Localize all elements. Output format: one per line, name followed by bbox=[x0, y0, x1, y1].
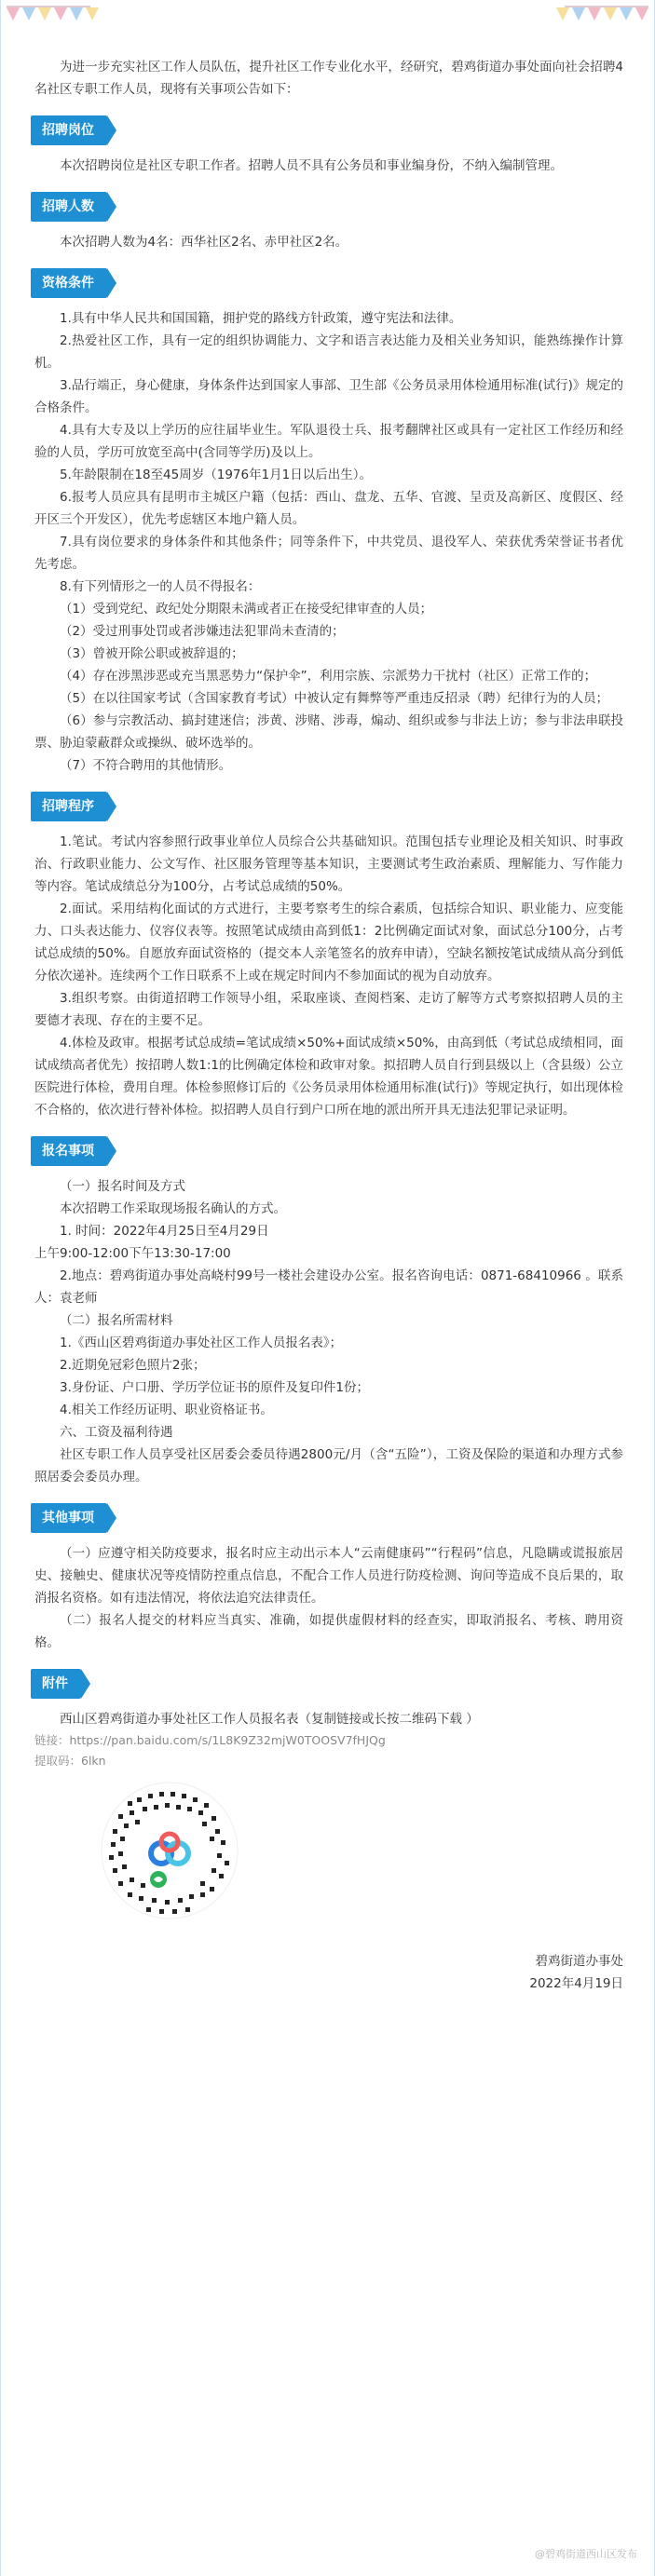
section-heading-count: 招聘人数 bbox=[31, 192, 107, 222]
post-text: 本次招聘岗位是社区专职工作者。招聘人员不具有公务员和事业编身份，不纳入编制管理。 bbox=[60, 158, 563, 173]
article-body bbox=[34, 56, 623, 1995]
excluded-item: （6）参与宗教活动、搞封建迷信；涉黄、涉赌、涉毒，煽动、组织或参与非法上访；参与非法串联投票、胁迫蒙蔽群众或操纵、破坏选举的。 bbox=[34, 713, 623, 751]
excluded-item: （5）在以往国家考试（含国家教育考试）中被认定有舞弊等严重违反招录（聘）纪律行为的人员； bbox=[60, 691, 609, 706]
attachment-link[interactable]: 链接：https://pan.baidu.com/s/1L8K9Z32mjW0TOOSV7fHJQg bbox=[34, 1733, 386, 1747]
signup-time-line1: 1. 时间：2022年4月25日至4月29日 bbox=[60, 1224, 269, 1239]
signup-time-title: （一）报名时间及方式 bbox=[60, 1179, 185, 1194]
excluded-item: （4）存在涉黑涉恶或充当黑恶势力“保护伞”，利用宗族、宗派势力干扰村（社区）正常工作的； bbox=[60, 669, 597, 684]
section-heading-signup: 报名事项 bbox=[31, 1136, 107, 1166]
signature-date: 2022年4月19日 bbox=[529, 1976, 623, 1991]
intro-paragraph: 为进一步充实社区工作人员队伍，提升社区工作专业化水平，经研究，碧鸡街道办事处面向社会招聘4名社区专职工作人员，现将有关事项公告如下： bbox=[34, 60, 623, 97]
qual-item: 3.品行端正，身心健康，身体条件达到国家人事部、卫生部《公务员录用体检通用标准(试行)》规定的合格条件。 bbox=[34, 378, 623, 415]
bunting-right-decoration bbox=[556, 7, 648, 20]
process-item: 3.组织考察。由街道招聘工作领导小组，采取座谈、查阅档案、走访了解等方式考察拟招聘人员的主要德才表现、存在的主要不足。 bbox=[34, 991, 623, 1028]
section-heading-other: 其他事项 bbox=[31, 1503, 107, 1533]
signup-method: 本次招聘工作采取现场报名确认的方式。 bbox=[60, 1201, 286, 1216]
excluded-item: （1）受到党纪、政纪处分期限未满或者正在接受纪律审查的人员； bbox=[60, 602, 433, 617]
section-heading-qualifications: 资格条件 bbox=[31, 268, 107, 298]
material-item: 2.近期免冠彩色照片2张； bbox=[60, 1358, 206, 1373]
signup-time-line2: 上午9:00-12:00下午13:30-17:00 bbox=[34, 1246, 231, 1261]
signature-org: 碧鸡街道办事处 bbox=[535, 1954, 623, 1969]
qual-item: 6.报考人员应具有昆明市主城区户籍（包括：西山、盘龙、五华、官渡、呈贡及高新区、度假区、经开区三个开发区），优先考虑辖区本地户籍人员。 bbox=[34, 490, 623, 527]
materials-title: （二）报名所需材料 bbox=[60, 1313, 173, 1328]
section-heading-post: 招聘岗位 bbox=[31, 115, 107, 145]
qual-item: 4.具有大专及以上学历的应往届毕业生。军队退役士兵、报考翻牌社区或具有一定社区工作经历和经验的人员，学历可放宽至高中(含同等学历)及以上。 bbox=[34, 423, 623, 460]
material-item: 3.身份证、户口册、学历学位证书的原件及复印件1份； bbox=[60, 1380, 369, 1395]
excluded-item: （7）不符合聘用的其他情形。 bbox=[60, 758, 232, 773]
section-heading-attachment: 附件 bbox=[31, 1669, 81, 1699]
signup-location: 2.地点：碧鸡街道办事处高峣村99号一楼社会建设办公室。报名咨询电话：0871-68410966 。联系人：袁老师 bbox=[34, 1268, 623, 1306]
qual-item: 5.年龄限制在18至45周岁（1976年1月1日以后出生）。 bbox=[60, 468, 373, 482]
excluded-item: （2）受过刑事处罚或者涉嫌违法犯罪尚未查清的； bbox=[60, 624, 345, 639]
qual-item: 7.具有岗位要求的身体条件和其他条件；同等条件下，中共党员、退役军人、荣获优秀荣誉证书者优先考虑。 bbox=[34, 535, 623, 572]
process-item: 4.体检及政审。根据考试总成绩=笔试成绩×50%+面试成绩×50%，由高到低（考试总成绩相同，面试成绩高者优先）按招聘人数1:1的比例确定体检和政审对象。拟招聘人员自行到县级以上（含县级）公立医院进行体检，费用自理。体检参照修订后的《公务员录用体检通用标准(试行)》等规定执行，如出现体检不合格的，依次进行替补体检。拟招聘人员自行到户口所在地的派出所开具无违法犯罪记录证明。 bbox=[34, 1036, 623, 1118]
salary-text: 社区专职工作人员享受社区居委会委员待遇2800元/月（含“五险”），工资及保险的渠道和办理方式参照居委会委员办理。 bbox=[34, 1447, 623, 1485]
qr-code-image bbox=[100, 1781, 239, 1920]
other-item: （二）报名人提交的材料应当真实、准确，如提供虚假材料的经查实，即取消报名、考核、聘用资格。 bbox=[34, 1613, 623, 1650]
watermark-text: @碧鸡街道西山区发布 bbox=[535, 2548, 637, 2560]
process-item: 2.面试。采用结构化面试的方式进行，主要考察考生的综合素质，包括综合知识、职业能力、应变能力、口头表达能力、仪容仪表等。按照笔试成绩由高到低1：2比例确定面试对象，面试总分100分，占考试总成绩的50%。自愿放弃面试资格的（提交本人亲笔签名的放弃申请），空缺名额按笔试成绩从高分到低分依次递补。连续两个工作日联系不上或在规定时间内不参加面试的视为自动放弃。 bbox=[34, 902, 623, 983]
process-item: 1.笔试。考试内容参照行政事业单位人员综合公共基础知识。范围包括专业理论及相关知识、时事政治、行政职业能力、公文写作、社区服务管理等基本知识，主要测试考生政治素质、理解能力、写作能力等内容。笔试成绩总分为100分，占考试总成绩的50%。 bbox=[34, 834, 623, 894]
qual-item: 1.具有中华人民共和国国籍，拥护党的路线方针政策，遵守宪法和法律。 bbox=[60, 311, 462, 326]
qual-item: 2.热爱社区工作，具有一定的组织协调能力、文字和语言表达能力及相关业务知识，能熟练操作计算机。 bbox=[34, 333, 623, 371]
count-text: 本次招聘人数为4名：西华社区2名、赤甲社区2名。 bbox=[60, 235, 348, 250]
material-item: 4.相关工作经历证明、职业资格证书。 bbox=[60, 1403, 273, 1417]
attachment-name: 西山区碧鸡街道办事处社区工作人员报名表（复制链接或长按二维码下载 ） bbox=[60, 1712, 479, 1727]
excluded-item: （3）曾被开除公职或被辞退的； bbox=[60, 646, 244, 661]
qual-item: 8.有下列情形之一的人员不得报名： bbox=[60, 579, 261, 594]
attachment-code: 提取码：6lkn bbox=[34, 1754, 106, 1768]
baidu-pan-qr-code[interactable] bbox=[100, 1781, 239, 1920]
bunting-left-decoration bbox=[7, 7, 99, 20]
other-item: （一）应遵守相关防疫要求，报名时应主动出示本人“云南健康码”“行程码”信息，凡隐瞒或谎报旅居史、接触史、健康状况等疫情防控重点信息，不配合工作人员进行防疫检测、询问等造成不良后果的，取消报名资格。如有违法情况，将依法追究法律责任。 bbox=[34, 1546, 623, 1606]
section-heading-process: 招聘程序 bbox=[31, 792, 107, 821]
material-item: 1.《西山区碧鸡街道办事处社区工作人员报名表》； bbox=[60, 1335, 343, 1350]
salary-title: 六、工资及福利待遇 bbox=[60, 1425, 173, 1440]
